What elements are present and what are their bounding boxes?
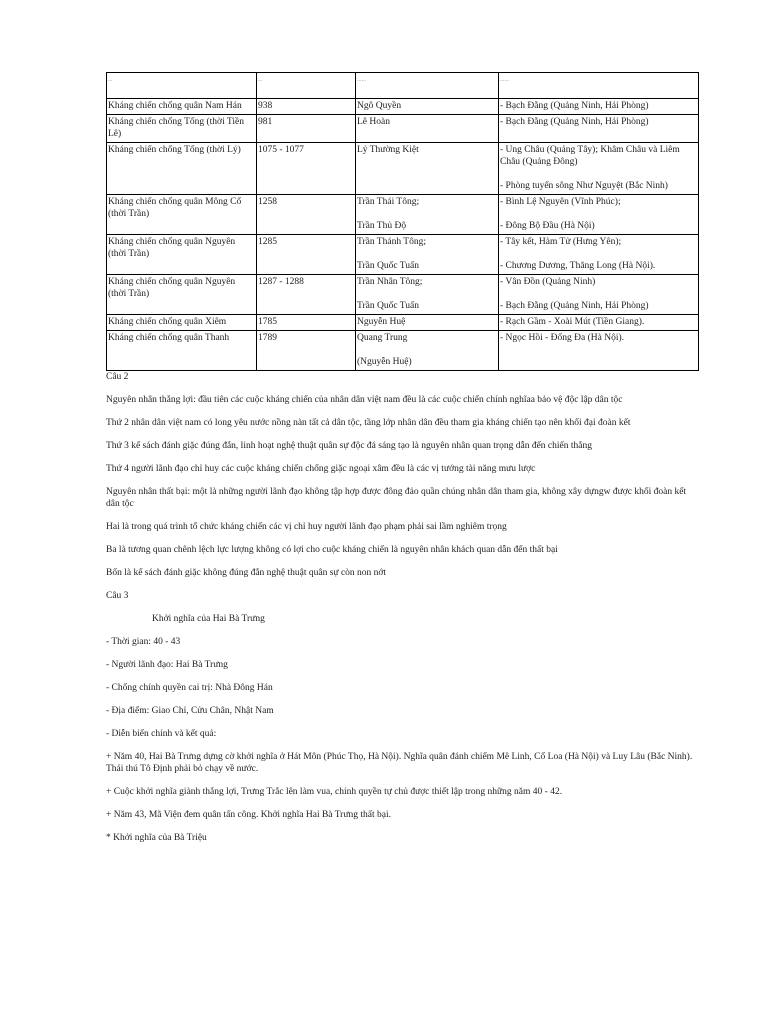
- cell-line: 1785: [258, 317, 277, 327]
- year-cell: [257, 143, 356, 195]
- war-name-cell: [107, 143, 257, 195]
- list-item: - Người lãnh đạo: Hai Bà Trưng: [106, 660, 228, 670]
- cell-line: 1075 - 1077: [258, 145, 304, 155]
- cell-line: Kháng chiến chống Tống (thời Lý): [108, 145, 241, 155]
- list-item: - Thời gian: 40 - 43: [106, 637, 181, 647]
- wars-table: [106, 72, 699, 371]
- cell-line: - Bạch Đằng (Quảng Ninh, Hải Phòng): [500, 101, 649, 111]
- war-name-cell: [107, 235, 257, 275]
- cell-line: Quang Trung: [357, 333, 408, 343]
- cell-line: Kháng chiến chống Tống (thời Tiền Lê): [108, 117, 244, 139]
- leader-cell: [356, 143, 499, 195]
- paragraph: Bốn là kế sách đánh giặc không đúng đắn nghệ thuật quân sự còn non nớt: [106, 568, 387, 578]
- paragraph: Thứ 3 kế sách đánh giặc đúng đắn, linh hoạt nghệ thuật quân sự độc đá sáng tạo là nguyên nhân quan trọng dẫn đến chiến thắng: [106, 441, 592, 451]
- year-cell: [257, 331, 356, 371]
- cell-line: - Bạch Đằng (Quảng Ninh, Hải Phòng): [500, 301, 649, 311]
- table-header-row: [107, 73, 699, 99]
- header-cell: ......: [356, 73, 499, 99]
- paragraph: Nguyên nhân thắng lợi: đầu tiên các cuộc kháng chiến của nhân dân việt nam đều là các cuộc chiến chính nghĩaa bảo vệ độc lập dân tộc: [106, 395, 623, 405]
- question-3-label: Câu 3: [106, 591, 129, 601]
- paragraph: Nguyên nhân thất bại: một là những người lãnh đạo không tập hợp được đông đảo quần chúng nhân dân tham gia, không xây dựngw được khối đoàn kết dân tộc: [106, 487, 687, 509]
- war-name-cell: [107, 315, 257, 331]
- cell-line: 1789: [258, 333, 277, 343]
- cell-line: 938: [258, 101, 273, 111]
- place-cell: [499, 275, 699, 315]
- place-cell: [499, 99, 699, 115]
- table-row: [107, 115, 699, 143]
- cell-line: Lý Thường Kiệt: [357, 145, 419, 155]
- war-name-cell: [107, 195, 257, 235]
- list-item: - Địa điểm: Giao Chỉ, Cửu Chân, Nhật Nam: [106, 706, 274, 716]
- cell-line: - Đông Bộ Đầu (Hà Nội): [500, 221, 595, 231]
- cell-line: - Bình Lệ Nguyên (Vĩnh Phúc);: [500, 197, 621, 207]
- leader-cell: [356, 331, 499, 371]
- table-row: [107, 331, 699, 371]
- cell-line: Kháng chiến chống quân Nam Hán: [108, 101, 242, 111]
- war-name-cell: [107, 331, 257, 371]
- cell-line: Trần Nhân Tông;: [357, 277, 423, 287]
- year-cell: [257, 195, 356, 235]
- cell-line: 981: [258, 117, 273, 127]
- list-item: + Năm 43, Mã Viện đem quân tấn công. Khởi nghĩa Hai Bà Trưng thất bại.: [106, 810, 391, 820]
- cell-line: Nguyễn Huệ: [357, 317, 406, 327]
- leader-cell: [356, 115, 499, 143]
- table-row: [107, 315, 699, 331]
- leader-cell: [356, 275, 499, 315]
- cell-line: - Vân Đồn (Quảng Ninh): [500, 277, 596, 287]
- cell-line: Lê Hoàn: [357, 117, 390, 127]
- wars-table-body: [107, 73, 699, 371]
- war-name-cell: [107, 99, 257, 115]
- year-cell: [257, 315, 356, 331]
- place-cell: [499, 315, 699, 331]
- paragraph: Ba là tương quan chênh lệch lực lượng không có lợi cho cuộc kháng chiến là nguyên nhân khách quan dẫn đến thất bại: [106, 545, 558, 555]
- year-cell: [257, 115, 356, 143]
- place-cell: [499, 331, 699, 371]
- cell-line: 1287 - 1288: [258, 277, 304, 287]
- war-name-cell: [107, 115, 257, 143]
- table-row: [107, 275, 699, 315]
- cell-line: Trần Thánh Tông;: [357, 237, 426, 247]
- cell-line: - Ung Châu (Quảng Tây); Khâm Châu và Liêm Châu (Quảng Đông): [500, 145, 680, 167]
- table-row: [107, 143, 699, 195]
- list-item: * Khởi nghĩa của Bà Triệu: [106, 833, 207, 843]
- cell-line: Trần Thái Tông;: [357, 197, 420, 207]
- leader-cell: [356, 99, 499, 115]
- cell-line: 1258: [258, 197, 277, 207]
- section-heading: Khởi nghĩa của Hai Bà Trưng: [152, 614, 265, 624]
- year-cell: [257, 99, 356, 115]
- leader-cell: [356, 235, 499, 275]
- cell-line: Trần Quốc Tuấn: [357, 261, 419, 271]
- list-item: - Diễn biến chính và kết quả:: [106, 729, 217, 739]
- cell-line: Kháng chiến chống quân Thanh: [108, 333, 230, 343]
- cell-line: - Ngọc Hồi - Đống Đa (Hà Nội).: [500, 333, 624, 343]
- list-item: + Năm 40, Hai Bà Trưng dựng cờ khởi nghĩa ở Hát Môn (Phúc Thọ, Hà Nội). Nghĩa quân đánh chiếm Mê Linh, Cổ Loa (Hà Nội) và Luy Lâu (Bắc Ninh). Thái thú Tô Định phải bỏ chạy về nước.: [106, 752, 693, 774]
- cell-line: Kháng chiến chống quân Nguyên (thời Trần): [108, 277, 236, 299]
- header-cell: ...: [257, 73, 356, 99]
- year-cell: [257, 235, 356, 275]
- table-row: [107, 195, 699, 235]
- paragraph: Thứ 2 nhân dân việt nam có long yêu nước nồng nàn tất cả dân tộc, tầng lớp nhân dân đều tham gia kháng chiến tạo nên khối đại đoàn kết: [106, 418, 631, 428]
- table-row: [107, 99, 699, 115]
- cell-line: - Rạch Gầm - Xoài Mút (Tiền Giang).: [500, 317, 645, 327]
- cell-line: - Phòng tuyến sông Như Nguyệt (Bắc Ninh): [500, 181, 668, 191]
- paragraph: Thứ 4 người lãnh đạo chỉ huy các cuộc kháng chiến chống giặc ngoại xâm đều là các vị tướng tài năng mưu lược: [106, 464, 536, 474]
- cell-line: Kháng chiến chống quân Xiêm: [108, 317, 227, 327]
- header-cell: ...: [107, 73, 257, 99]
- question-2-label: Câu 2: [106, 372, 129, 382]
- cell-line: 1285: [258, 237, 277, 247]
- cell-line: Trần Thủ Độ: [357, 221, 407, 231]
- place-cell: [499, 195, 699, 235]
- cell-line: Ngô Quyền: [357, 101, 402, 111]
- war-name-cell: [107, 275, 257, 315]
- cell-line: - Tây kết, Hàm Tử (Hưng Yên);: [500, 237, 622, 247]
- place-cell: [499, 115, 699, 143]
- document-page: [106, 72, 698, 844]
- list-item: + Cuộc khởi nghĩa giành thắng lợi, Trưng Trắc lên làm vua, chính quyền tự chủ được thiết lập trong những năm 40 - 42.: [106, 787, 563, 797]
- cell-line: - Chương Dương, Thăng Long (Hà Nội).: [500, 261, 656, 271]
- header-cell: ......: [499, 73, 699, 99]
- cell-line: (Nguyễn Huệ): [357, 357, 412, 367]
- table-row: [107, 235, 699, 275]
- cell-line: Trần Quốc Tuấn: [357, 301, 419, 311]
- cell-line: Kháng chiến chống quân Nguyên (thời Trần): [108, 237, 236, 259]
- cell-line: Kháng chiến chống quân Mông Cổ (thời Trần): [108, 197, 242, 219]
- cell-line: - Bạch Đằng (Quảng Ninh, Hải Phòng): [500, 117, 649, 127]
- leader-cell: [356, 315, 499, 331]
- list-item: - Chống chính quyền cai trị: Nhà Đông Hán: [106, 683, 273, 693]
- year-cell: [257, 275, 356, 315]
- place-cell: [499, 235, 699, 275]
- leader-cell: [356, 195, 499, 235]
- place-cell: [499, 143, 699, 195]
- paragraph: Hai là trong quá trình tổ chức kháng chiến các vị chỉ huy người lãnh đạo phạm phải sai lầm nghiêm trọng: [106, 522, 507, 532]
